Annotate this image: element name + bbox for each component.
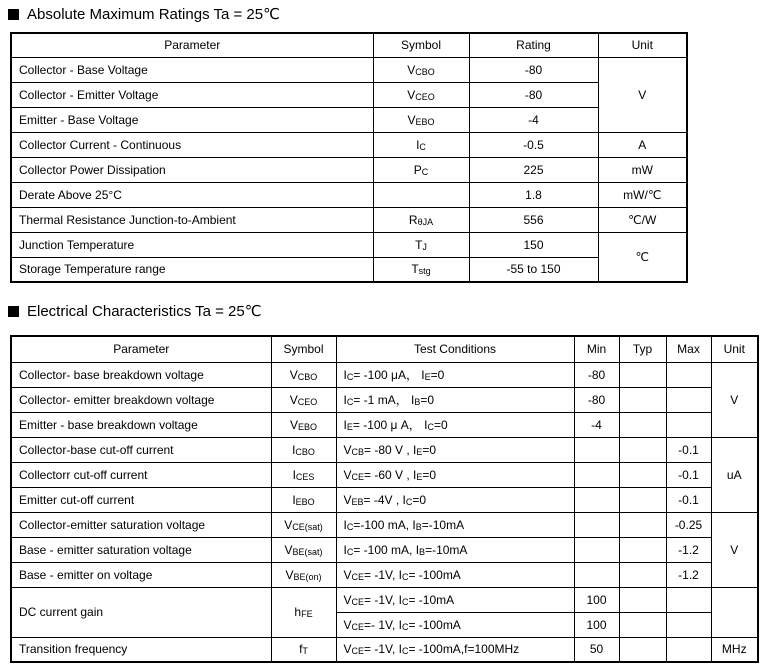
cell-symbol: $T_J$: [373, 232, 469, 257]
cell-max: -0.1: [666, 462, 711, 487]
cell-min: 50: [574, 637, 619, 662]
table-row: [11, 637, 758, 662]
cell-symbol: $V_{CBO}$: [271, 362, 336, 387]
cell-rating: 1.8: [469, 182, 598, 207]
cell-conditions: $V_{EB}= -4V$ , $I_C=0$: [336, 487, 574, 512]
cell-conditions: $I_E= -100$ μ A， $I_C=0$: [336, 412, 574, 437]
electrical-section-title: [8, 302, 262, 320]
table-row: [11, 232, 687, 257]
cell-parameter: Collectorr cut-off current: [11, 462, 271, 487]
table-row: [11, 537, 758, 562]
cell-rating: -55 to 150: [469, 257, 598, 282]
cell-max: -0.1: [666, 487, 711, 512]
cell-parameter: Collector - Base Voltage: [11, 57, 373, 82]
cell-typ: [619, 437, 666, 462]
cell-min: -80: [574, 387, 619, 412]
cell-parameter: Collector Power Dissipation: [11, 157, 373, 182]
cell-rating: 556: [469, 207, 598, 232]
cell-rating: 150: [469, 232, 598, 257]
cell-min: [574, 462, 619, 487]
electrical-characteristics-table: [10, 335, 759, 663]
cell-conditions: $V_{CE}= -1V$, $I_C= -100mA,f=100MHz$: [336, 637, 574, 662]
cell-rating: -0.5: [469, 132, 598, 157]
cell-parameter: Collector Current - Continuous: [11, 132, 373, 157]
cell-symbol: $V_{CEO}$: [271, 387, 336, 412]
cell-unit: V: [598, 57, 687, 132]
table-row: [11, 132, 687, 157]
table-row: [11, 82, 687, 107]
cell-max: [666, 612, 711, 637]
cell-symbol: $I_C$: [373, 132, 469, 157]
table-row: [11, 257, 687, 282]
cell-parameter: Base - emitter saturation voltage: [11, 537, 271, 562]
cell-max: -1.2: [666, 537, 711, 562]
cell-typ: [619, 637, 666, 662]
cell-min: [574, 487, 619, 512]
cell-min: [574, 562, 619, 587]
col-header-min: Min: [574, 336, 619, 362]
cell-parameter: Derate Above 25°C: [11, 182, 373, 207]
abs-max-section-title: [8, 5, 280, 23]
cell-max: -1.2: [666, 562, 711, 587]
cell-unit: V: [711, 512, 758, 587]
cell-parameter: Transition frequency: [11, 637, 271, 662]
cell-min: [574, 537, 619, 562]
cell-parameter: Thermal Resistance Junction-to-Ambient: [11, 207, 373, 232]
table-row: [11, 207, 687, 232]
table-row: [11, 182, 687, 207]
table-row: [11, 387, 758, 412]
cell-conditions: $I_C=-100$ mA, $I_B=-10mA$: [336, 512, 574, 537]
section-bullet-icon: [8, 9, 19, 20]
cell-rating: -80: [469, 82, 598, 107]
col-header-symbol: Symbol: [271, 336, 336, 362]
cell-parameter: Storage Temperature range: [11, 257, 373, 282]
cell-conditions: $I_C= -1$ mA， $I_B=0$: [336, 387, 574, 412]
cell-max: -0.1: [666, 437, 711, 462]
section-bullet-icon: [8, 306, 19, 317]
cell-typ: [619, 362, 666, 387]
cell-typ: [619, 412, 666, 437]
table-row: [11, 107, 687, 132]
cell-unit: [711, 587, 758, 637]
cell-parameter: Collector-emitter saturation voltage: [11, 512, 271, 537]
cell-parameter: Base - emitter on voltage: [11, 562, 271, 587]
cell-parameter: Emitter cut-off current: [11, 487, 271, 512]
cell-symbol: [373, 182, 469, 207]
cell-symbol: $R_{\theta JA}$: [373, 207, 469, 232]
cell-typ: [619, 587, 666, 612]
cell-typ: [619, 512, 666, 537]
cell-symbol: $I_{EBO}$: [271, 487, 336, 512]
cell-conditions: $V_{CE}= -1V$, $I_C= -10mA$: [336, 587, 574, 612]
section-title-text: Absolute Maximum Ratings Ta = 25℃: [27, 6, 280, 23]
cell-symbol: $V_{CE(sat)}$: [271, 512, 336, 537]
col-header-test-conditions: Test Conditions: [336, 336, 574, 362]
table-row: [11, 587, 758, 612]
cell-parameter: Collector - Emitter Voltage: [11, 82, 373, 107]
table-row: [11, 57, 687, 82]
table-row: [11, 362, 758, 387]
cell-typ: [619, 487, 666, 512]
cell-conditions: $V_{CE}= -60$ V , $I_E=0$: [336, 462, 574, 487]
cell-typ: [619, 537, 666, 562]
cell-parameter: Emitter - Base Voltage: [11, 107, 373, 132]
col-header-rating: Rating: [469, 33, 598, 57]
cell-max: [666, 637, 711, 662]
table-row: [11, 487, 758, 512]
cell-unit: A: [598, 132, 687, 157]
col-header-unit: Unit: [598, 33, 687, 57]
cell-unit: V: [711, 362, 758, 437]
cell-symbol: $V_{CBO}$: [373, 57, 469, 82]
table-row: [11, 157, 687, 182]
cell-typ: [619, 462, 666, 487]
cell-min: -4: [574, 412, 619, 437]
col-header-unit: Unit: [711, 336, 758, 362]
cell-unit: mW: [598, 157, 687, 182]
cell-parameter: Collector-base cut-off current: [11, 437, 271, 462]
cell-symbol: $P_C$: [373, 157, 469, 182]
cell-max: [666, 412, 711, 437]
abs-max-ratings-table: [10, 32, 688, 283]
cell-max: [666, 387, 711, 412]
cell-unit: MHz: [711, 637, 758, 662]
cell-min: [574, 512, 619, 537]
cell-conditions: $V_{CE}=-$ 1V, $I_C= -100mA$: [336, 612, 574, 637]
cell-symbol: $V_{EBO}$: [373, 107, 469, 132]
col-header-parameter: Parameter: [11, 336, 271, 362]
cell-max: -0.25: [666, 512, 711, 537]
cell-conditions: $V_{CB}= -80$ V , $I_E=0$: [336, 437, 574, 462]
section-title-text: Electrical Characteristics Ta = 25℃: [27, 303, 262, 320]
cell-conditions: $I_C= -100$ μA， $I_E=0$: [336, 362, 574, 387]
cell-parameter: Collector- emitter breakdown voltage: [11, 387, 271, 412]
cell-min: 100: [574, 587, 619, 612]
col-header-parameter: Parameter: [11, 33, 373, 57]
col-header-typ: Typ: [619, 336, 666, 362]
table-row: [11, 462, 758, 487]
cell-rating: 225: [469, 157, 598, 182]
header-row: [11, 33, 687, 57]
cell-symbol: $h_{FE}$: [271, 587, 336, 637]
cell-unit: uA: [711, 437, 758, 512]
cell-max: [666, 362, 711, 387]
table-row: [11, 412, 758, 437]
cell-unit: mW/℃: [598, 182, 687, 207]
cell-parameter: Emitter - base breakdown voltage: [11, 412, 271, 437]
cell-symbol: $V_{BE(sat)}$: [271, 537, 336, 562]
cell-typ: [619, 562, 666, 587]
cell-symbol: $V_{CEO}$: [373, 82, 469, 107]
cell-conditions: $I_C= -100$ mA, $I_B=-10mA$: [336, 537, 574, 562]
cell-min: 100: [574, 612, 619, 637]
cell-parameter: DC current gain: [11, 587, 271, 637]
cell-symbol: $V_{EBO}$: [271, 412, 336, 437]
col-header-symbol: Symbol: [373, 33, 469, 57]
cell-parameter: Collector- base breakdown voltage: [11, 362, 271, 387]
cell-unit: ℃/W: [598, 207, 687, 232]
cell-min: [574, 437, 619, 462]
cell-rating: -80: [469, 57, 598, 82]
cell-typ: [619, 387, 666, 412]
cell-conditions: $V_{CE}= -1V$, $I_C= -100mA$: [336, 562, 574, 587]
col-header-max: Max: [666, 336, 711, 362]
cell-symbol: $V_{BE(on)}$: [271, 562, 336, 587]
cell-max: [666, 587, 711, 612]
header-row: [11, 336, 758, 362]
cell-unit: ℃: [598, 232, 687, 282]
cell-rating: -4: [469, 107, 598, 132]
table-row: [11, 562, 758, 587]
table-row: [11, 512, 758, 537]
cell-parameter: Junction Temperature: [11, 232, 373, 257]
cell-symbol: $f_T$: [271, 637, 336, 662]
table-row: [11, 437, 758, 462]
cell-min: -80: [574, 362, 619, 387]
cell-typ: [619, 612, 666, 637]
cell-symbol: $I_{CBO}$: [271, 437, 336, 462]
cell-symbol: $I_{CES}$: [271, 462, 336, 487]
cell-symbol: $T_{stg}$: [373, 257, 469, 282]
